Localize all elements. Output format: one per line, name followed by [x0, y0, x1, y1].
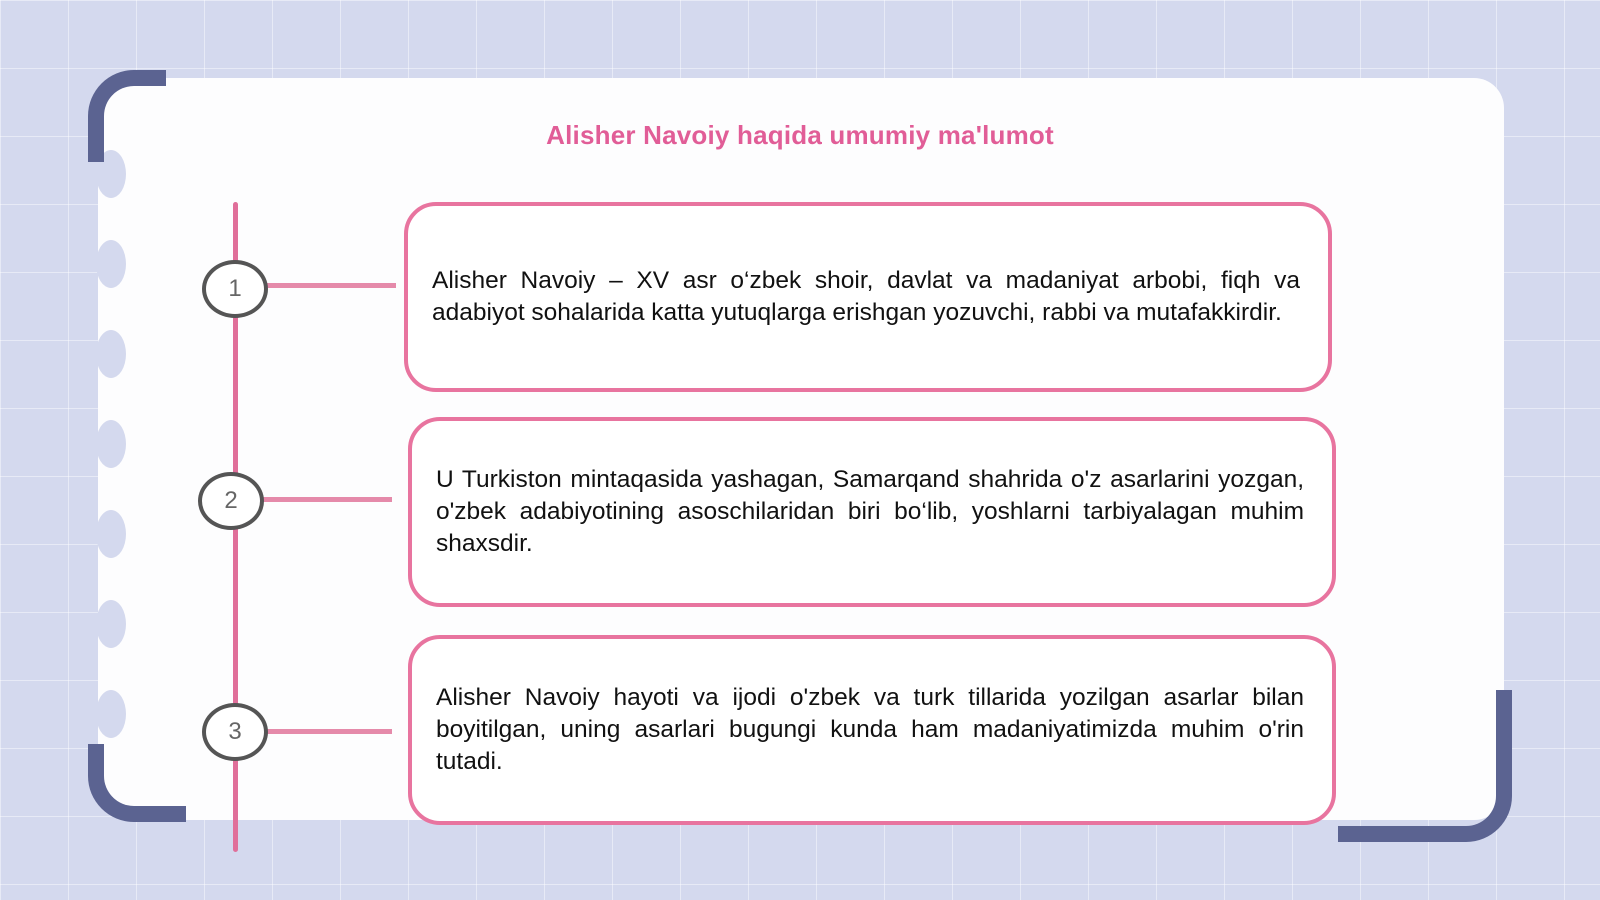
node-number: 1	[228, 275, 242, 302]
paper-scallop	[96, 600, 126, 648]
corner-bracket-bottom-right	[1338, 690, 1512, 842]
paper-scallop	[96, 330, 126, 378]
timeline-node-3	[202, 703, 268, 761]
info-card-1	[404, 202, 1332, 392]
timeline-connector	[262, 497, 392, 502]
timeline-node-1	[202, 260, 268, 318]
node-number: 3	[228, 718, 242, 745]
info-card-text: U Turkiston mintaqasida yashagan, Samarqand shahrida o'z asarlarini yozgan, o'zbek adabiyotining asoschilaridan biri bo‘lib, yoshlarni tarbiyalagan muhim shaxsdir.	[436, 466, 1304, 557]
node-number: 2	[224, 487, 238, 514]
info-card-2	[408, 417, 1336, 607]
corner-bracket-top-left	[88, 70, 166, 162]
timeline-connector	[266, 729, 392, 734]
info-card-text: Alisher Navoiy – XV asr o‘zbek shoir, davlat va madaniyat arbobi, fiqh va adabiyot sohalarida katta yutuqlarga erishgan yozuvchi, rabbi va mutafakkirdir.	[432, 267, 1300, 326]
info-card-3	[408, 635, 1336, 825]
paper-scallop	[96, 420, 126, 468]
corner-bracket-bottom-left	[88, 744, 186, 822]
info-card-text: Alisher Navoiy hayoti va ijodi o'zbek va turk tillarida yozilgan asarlar bilan boyitilgan, uning asarlari bugungi kunda ham madaniyatimizda muhim o'rin tutadi.	[436, 684, 1304, 775]
paper-scallop	[96, 240, 126, 288]
slide-title: Alisher Navoiy haqida umumiy ma'lumot	[546, 120, 1054, 150]
paper-scallop	[96, 510, 126, 558]
paper-scallop	[96, 690, 126, 738]
timeline-node-2	[198, 472, 264, 530]
timeline-connector	[266, 283, 396, 288]
